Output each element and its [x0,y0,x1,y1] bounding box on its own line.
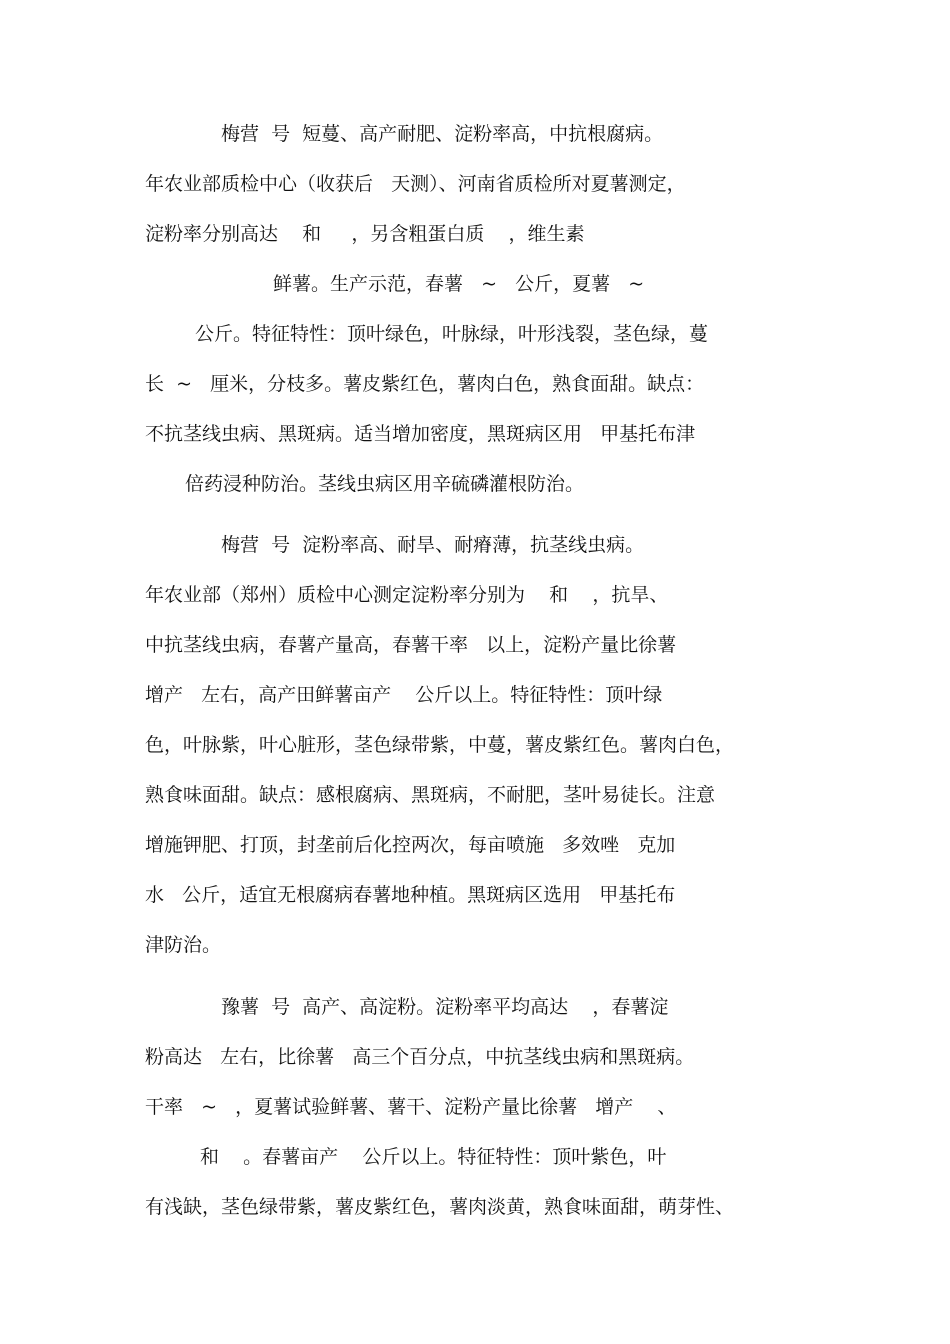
paragraph-2-line-5: 色，叶脉紫，叶心脏形，茎色绿带紫，中蔓，薯皮紫红色。薯肉白色， [145,734,735,756]
paragraph-3-line-1: 豫薯 号 高产、高淀粉。淀粉率平均高达 ，春薯淀 [221,996,669,1018]
paragraph-3-line-4: 和 。春薯亩产 公斤以上。特征特性：顶叶紫色，叶 [200,1146,667,1168]
paragraph-1-line-2: 年农业部质检中心（收获后 天测）、河南省质检所对夏薯测定， [145,173,686,195]
paragraph-2-line-2: 年农业部（郑州）质检中心测定淀粉率分别为 和 ，抗旱、 [145,584,669,606]
paragraph-1-line-7: 不抗茎线虫病、黑斑病。适当增加密度，黑斑病区用 甲基托布津 [145,423,696,445]
paragraph-1-line-5: 公斤。特征特性：顶叶绿色，叶脉绿，叶形浅裂，茎色绿，蔓 [195,323,709,345]
paragraph-1-line-1: 梅营 号 短蔓、高产耐肥、淀粉率高，中抗根腐病。 [221,123,664,145]
paragraph-2-line-8: 水 公斤，适宜无根腐病春薯地种植。黑斑病区选用 甲基托布 [145,884,676,906]
paragraph-2-line-9: 津防治。 [145,934,222,956]
paragraph-2-line-3: 中抗茎线虫病，春薯产量高，春薯干率 以上，淀粉产量比徐薯 [145,634,677,656]
paragraph-3-line-2: 粉高达 左右，比徐薯 高三个百分点，中抗茎线虫病和黑斑病。 [145,1046,695,1068]
paragraph-1-line-8: 倍药浸种防治。茎线虫病区用辛硫磷灌根防治。 [185,473,585,495]
paragraph-2-line-7: 增施钾肥、打顶，封垄前后化控两次，每亩喷施 多效唑 克加 [145,834,676,856]
paragraph-3-line-3: 干率 ~ ，夏薯试验鲜薯、薯干、淀粉产量比徐薯 增产 、 [145,1096,677,1118]
paragraph-1-line-4: 鲜薯。生产示范，春薯 ~ 公斤，夏薯 ~ [273,273,645,295]
paragraph-3-line-5: 有浅缺，茎色绿带紫，薯皮紫红色，薯肉淡黄，熟食味面甜，萌芽性、 [145,1196,735,1218]
paragraph-1-line-6: 长 ~ 厘米，分枝多。薯皮紫红色，薯肉白色，熟食面甜。缺点： [145,373,705,395]
paragraph-2-line-6: 熟食味面甜。缺点：感根腐病、黑斑病，不耐肥，茎叶易徒长。注意 [145,784,716,806]
paragraph-2-line-1: 梅营 号 淀粉率高、耐旱、耐瘠薄，抗茎线虫病。 [221,534,645,556]
paragraph-1-line-3: 淀粉率分别高达 和 ，另含粗蛋白质 ，维生素 [145,223,585,245]
paragraph-2-line-4: 增产 左右，高产田鲜薯亩产 公斤以上。特征特性：顶叶绿 [145,684,663,706]
